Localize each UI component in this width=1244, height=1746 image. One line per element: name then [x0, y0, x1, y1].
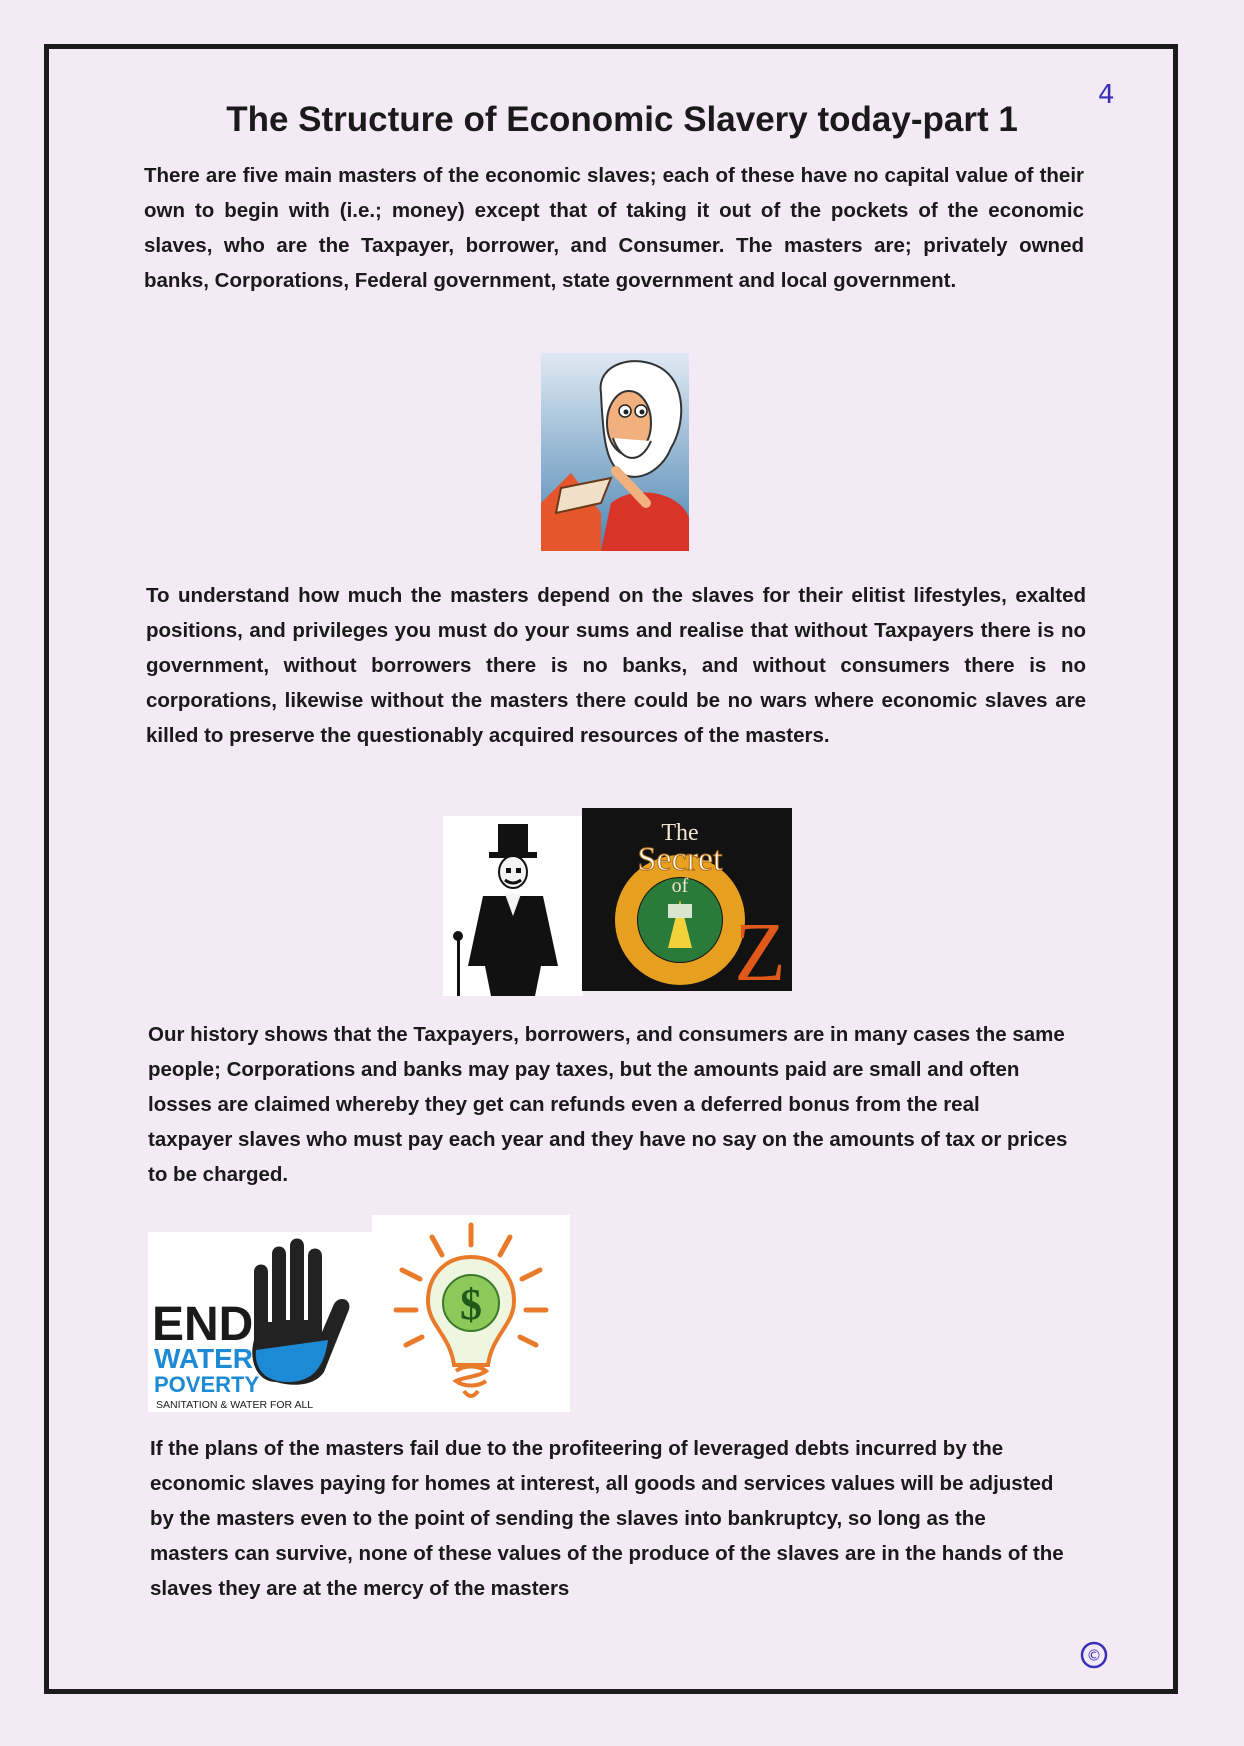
oz-title-z: Z: [734, 906, 786, 991]
dollar-lightbulb-illustration: [372, 1215, 570, 1412]
paragraph-4: If the plans of the masters fail due to the profiteering of leveraged debts incurred by the economic slaves paying for homes at interest, all goods and services values will be adjusted by the masters even to the point of sending the slaves into bankruptcy, so long as the masters can survive, none of these values of the produce of the slaves are in the hands of the slaves they are at the mercy of the masters: [150, 1437, 1064, 1600]
oz-title-the: The: [661, 820, 699, 846]
water-logo-tagline: SANITATION & WATER FOR ALL: [156, 1399, 314, 1411]
page-title: The Structure of Economic Slavery today-part 1: [226, 100, 1018, 139]
water-logo-end: END: [152, 1298, 254, 1351]
copyright-mark: [1079, 1640, 1109, 1670]
oz-title-secret: Secret: [637, 841, 723, 878]
philosopher-illustration: [541, 353, 689, 551]
paragraph-1: There are five main masters of the economic slaves; each of these have no capital value of their own to begin with (i.e.; money) except that of taking it out of the pockets of the economic slaves, who are the Taxpayer, borrower, and Consumer. The masters are; privately owned banks, Corporations, Federal government, state government and local government.: [144, 164, 1084, 292]
oz-title-of: of: [671, 875, 689, 897]
copyright-symbol: ©: [1086, 1646, 1102, 1665]
water-logo-water: WATER: [154, 1343, 254, 1374]
page-number: 4: [1098, 80, 1115, 110]
end-water-poverty-logo: [148, 1232, 376, 1412]
paragraph-3: Our history shows that the Taxpayers, borrowers, and consumers are in many cases the same people; Corporations and banks may pay taxes, but the amounts paid are small and often losses are claimed whereby they get can refunds even a deferred bonus from the real taxpayer slaves who must pay each year and they have no say on the amounts of tax or prices to be charged.: [148, 1023, 1068, 1186]
bulb-dollar-sign: $: [460, 1280, 482, 1329]
secret-of-oz-cover: [582, 808, 792, 991]
top-hat-banker-illustration: [443, 816, 583, 996]
water-logo-poverty: POVERTY: [154, 1372, 260, 1397]
paragraph-2: To understand how much the masters depend on the slaves for their elitist lifestyles, exalted positions, and privileges you must do your sums and realise that without Taxpayers there is no government, without borrowers there is no banks, and without consumers there is no corporations, likewise without the masters there could be no wars where economic slaves are killed to preserve the questionably acquired resources of the masters.: [146, 584, 1086, 747]
